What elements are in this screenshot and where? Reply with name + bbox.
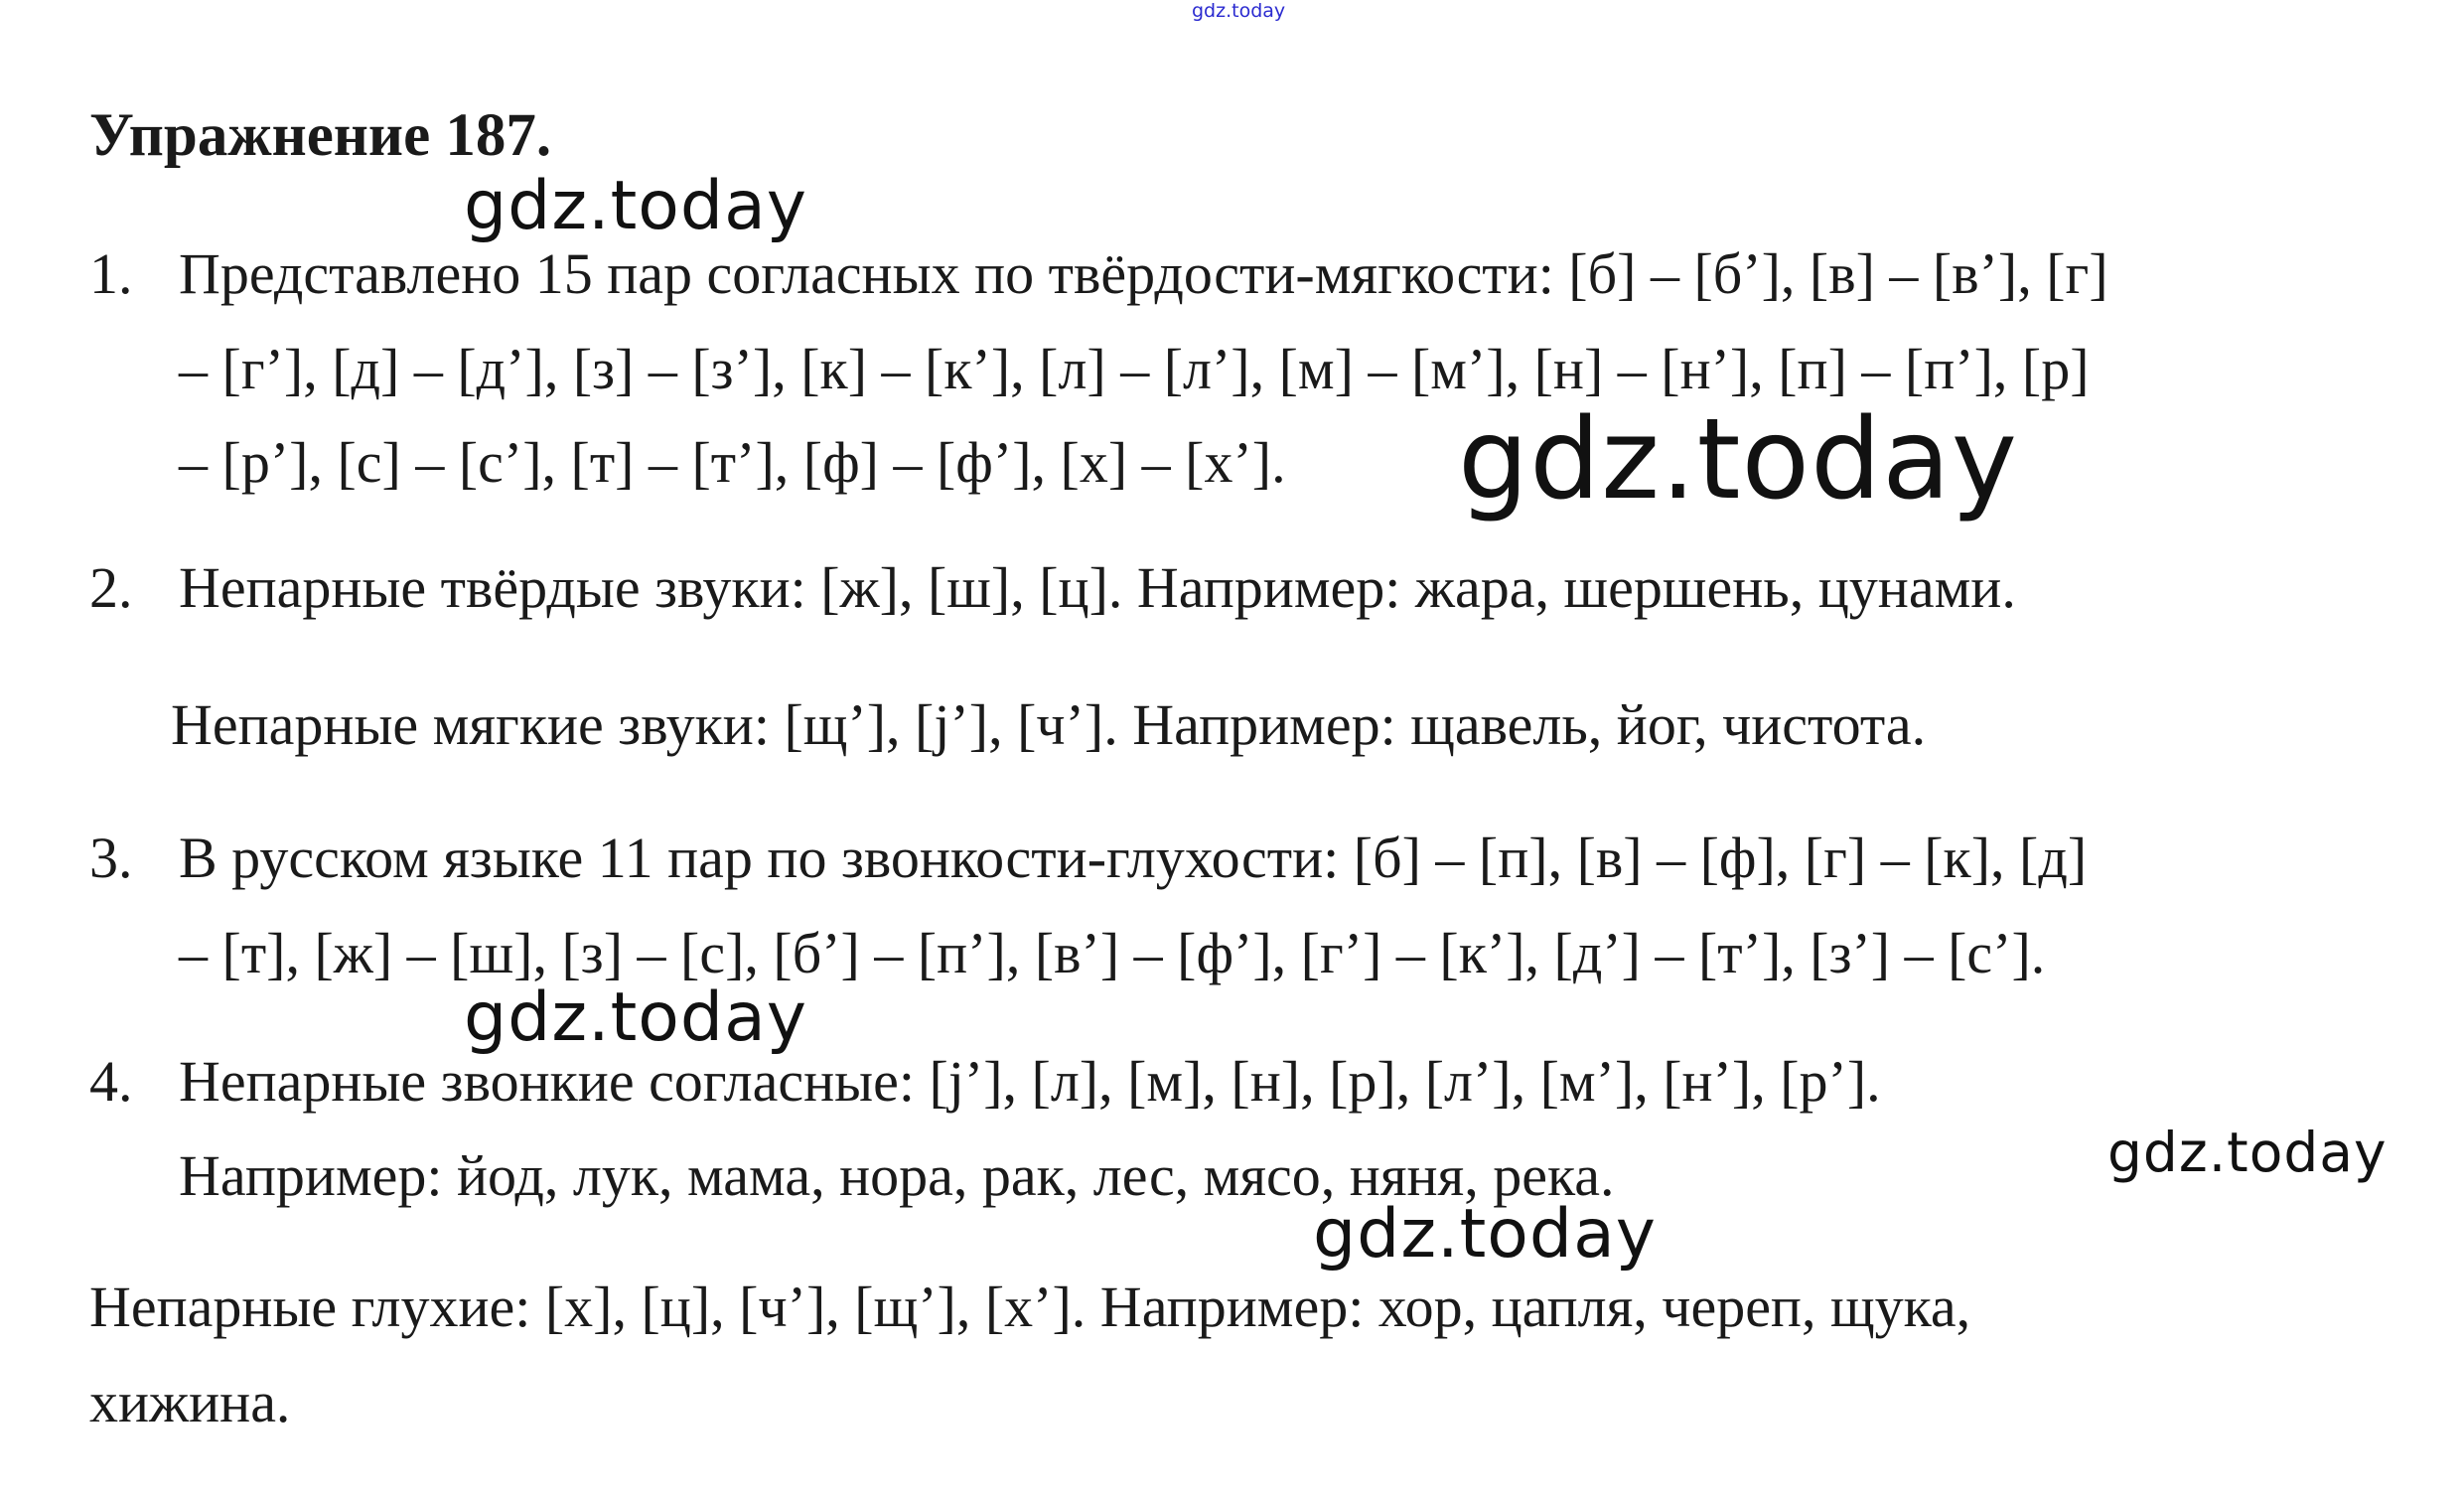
- item-1-line-2: – [г’], [д] – [д’], [з] – [з’], [к] – [к’], [л] – [л’], [м] – [м’], [н] – [н’], [п] – [п’], [р]: [179, 337, 2090, 401]
- watermark-2: gdz.today: [1458, 395, 2019, 525]
- item-1-line-1: Представлено 15 пар согласных по твёрдости-мягкости: [б] – [б’], [в] – [в’], [г]: [179, 241, 2108, 306]
- item-4-line-2: Например: йод, лук, мама, нора, рак, лес, мясо, няня, река.: [179, 1143, 1615, 1208]
- exercise-title: Упражнение 187.: [89, 102, 552, 169]
- item-4-line-1: Непарные звонкие согласные: [j’], [л], [м], [н], [р], [л’], [м’], [н’], [р’].: [179, 1049, 1881, 1114]
- item-4-number: 4.: [89, 1049, 133, 1114]
- closing-line-2: хижина.: [89, 1370, 291, 1434]
- closing-line-1: Непарные глухие: [х], [ц], [ч’], [щ’], [х’]. Например: хор, цапля, череп, щука,: [89, 1275, 1971, 1339]
- item-3-number: 3.: [89, 825, 133, 890]
- watermark-top: gdz.today: [1192, 0, 1286, 22]
- item-3-line-1: В русском языке 11 пар по звонкости-глухости: [б] – [п], [в] – [ф], [г] – [к], [д]: [179, 825, 2088, 890]
- item-3-line-2: – [т], [ж] – [ш], [з] – [с], [б’] – [п’], [в’] – [ф’], [г’] – [к’], [д’] – [т’], [з’] – [с’].: [179, 921, 2046, 985]
- item-2-extra: Непарные мягкие звуки: [щ’], [j’], [ч’]. Например: щавель, йог, чистота.: [171, 692, 1927, 757]
- watermark-3: gdz.today: [464, 978, 807, 1057]
- item-1-line-3: – [р’], [с] – [с’], [т] – [т’], [ф] – [ф’], [х] – [х’].: [179, 430, 1286, 495]
- item-1-number: 1.: [89, 241, 133, 306]
- item-2-number: 2.: [89, 555, 133, 620]
- watermark-1: gdz.today: [464, 167, 807, 245]
- item-2-line-1: Непарные твёрдые звуки: [ж], [ш], [ц]. Например: жара, шершень, цунами.: [179, 555, 2016, 620]
- watermark-5: gdz.today: [1313, 1195, 1657, 1274]
- watermark-4: gdz.today: [2107, 1121, 2388, 1184]
